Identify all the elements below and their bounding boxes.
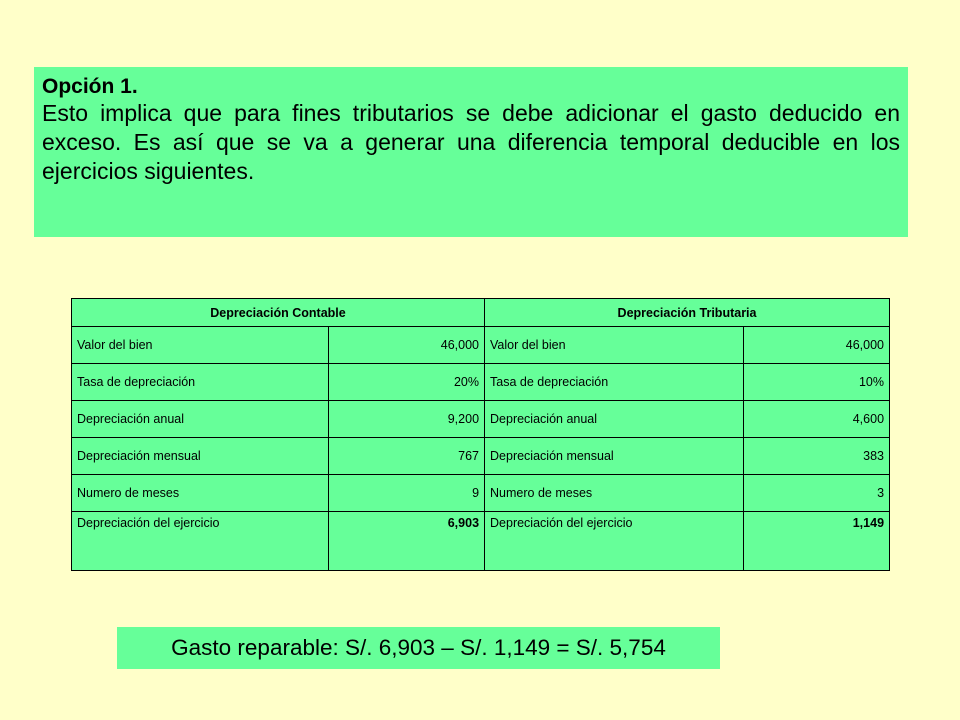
tributaria-label: Numero de meses [485,475,744,512]
table-row [72,512,890,571]
tributaria-value: 4,600 [744,401,890,438]
contable-value: 46,000 [329,327,485,364]
contable-value: 20% [329,364,485,401]
tributaria-label: Depreciación del ejercicio [485,512,744,571]
contable-label: Numero de meses [72,475,329,512]
tributaria-value: 3 [744,475,890,512]
tributaria-value: 1,149 [744,512,890,571]
option-body: Esto implica que para fines tributarios se debe adicionar el gasto deducido en exceso. Es así que se va a generar una diferencia temporal deducible en los ejercicios siguientes. [42,100,900,184]
table-row [72,327,890,364]
option-title: Opción 1. [42,75,138,98]
tributaria-label: Valor del bien [485,327,744,364]
contable-value: 767 [329,438,485,475]
option-box [34,67,908,237]
tributaria-label: Depreciación mensual [485,438,744,475]
contable-label: Depreciación mensual [72,438,329,475]
tributaria-value: 383 [744,438,890,475]
contable-label: Depreciación anual [72,401,329,438]
contable-label: Valor del bien [72,327,329,364]
contable-value: 6,903 [329,512,485,571]
table-row [72,475,890,512]
contable-value: 9 [329,475,485,512]
header-tributaria: Depreciación Tributaria [485,299,890,327]
tributaria-value: 10% [744,364,890,401]
tributaria-label: Tasa de depreciación [485,364,744,401]
depreciation-table [71,298,890,571]
table-row [72,401,890,438]
contable-label: Depreciación del ejercicio [72,512,329,571]
gasto-reparable-box [117,627,720,669]
contable-value: 9,200 [329,401,485,438]
header-contable: Depreciación Contable [72,299,485,327]
table-row [72,364,890,401]
table-header-row [72,299,890,327]
tributaria-label: Depreciación anual [485,401,744,438]
gasto-reparable-text: Gasto reparable: S/. 6,903 – S/. 1,149 = S/. 5,754 [171,635,666,660]
tributaria-value: 46,000 [744,327,890,364]
table-row [72,438,890,475]
contable-label: Tasa de depreciación [72,364,329,401]
